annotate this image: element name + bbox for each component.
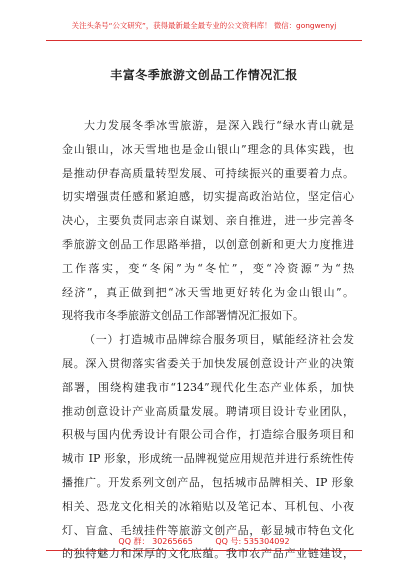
text-line: 展。深入贯彻落实省委关于加快发展创意设计产业的决策 — [62, 356, 354, 370]
text-line: （一）打造城市品牌综合服务项目，赋能经济社会发 — [84, 333, 354, 347]
text-line: 部署，围绕构建我市“1234”现代化生态产业体系，加快 — [62, 380, 354, 394]
document-title: 丰富冬季旅游文创品工作情况汇报 — [110, 68, 298, 82]
text-line: 推动创意设计产业高质量发展。聘请项目设计专业团队， — [62, 404, 354, 418]
footer-divider — [46, 550, 362, 551]
text-line: 是推动伊春高质量转型发展、可持续振兴的重要着力点。 — [62, 166, 354, 180]
text-line: 经济”，真正做到把“冰天雪地更好转化为金山银山”。 — [62, 285, 354, 299]
text-line: 积极与国内优秀设计有限公司合作，打造综合服务项目和 — [62, 428, 354, 442]
text-line: 决心，主要负责同志亲自谋划、亲自推进，进一步完善冬 — [62, 214, 354, 228]
text-line: 灯、盲盒、毛绒挂件等旅游文创产品，彰显城市特色文化 — [62, 523, 354, 537]
footer-qq-number: QQ 号: 535304092 — [215, 537, 290, 546]
text-line: 城市 IP 形象，形成统一品牌视觉应用规范并进行系统性传 — [62, 452, 354, 466]
text-line: 现将我市冬季旅游文创品工作部署情况汇报如下。 — [62, 309, 304, 323]
paragraph-section-1 — [62, 328, 354, 566]
text-line: 播推广。开发系列文创产品，包括城市品牌相关、IP 形象 — [62, 475, 354, 489]
header-notice: 关注头条号“公文研究”，获得最新最全最专业的公文资料库！ 微信：gongwenyj — [71, 21, 337, 30]
footer-qq-group: QQ 群： 30265665 — [118, 537, 193, 546]
text-line: 金山银山，冰天雪地也是金山银山”理念的具体实践，也 — [62, 142, 354, 156]
paragraph-intro — [62, 114, 354, 328]
text-line: 切实增强责任感和紧迫感，切实提高政治站位，坚定信心 — [62, 190, 354, 204]
header-divider — [46, 40, 362, 41]
text-line: 工作落实，变“冬闲”为“冬忙”，变“冷资源”为“热 — [62, 261, 354, 275]
document-body — [62, 114, 354, 566]
text-line: 季旅游文创品工作思路举措，以创意创新和更大力度推进 — [62, 237, 354, 251]
text-line: 相关、恐龙文化相关的冰箱贴以及笔记本、耳机包、小夜 — [62, 499, 354, 513]
text-line: 的独特魅力和深厚的文化底蕴。我市农产品产业链建设， — [62, 547, 354, 561]
text-line: 大力发展冬季冰雪旅游，是深入践行“绿水青山就是 — [84, 119, 354, 132]
footer-contact — [0, 536, 408, 547]
